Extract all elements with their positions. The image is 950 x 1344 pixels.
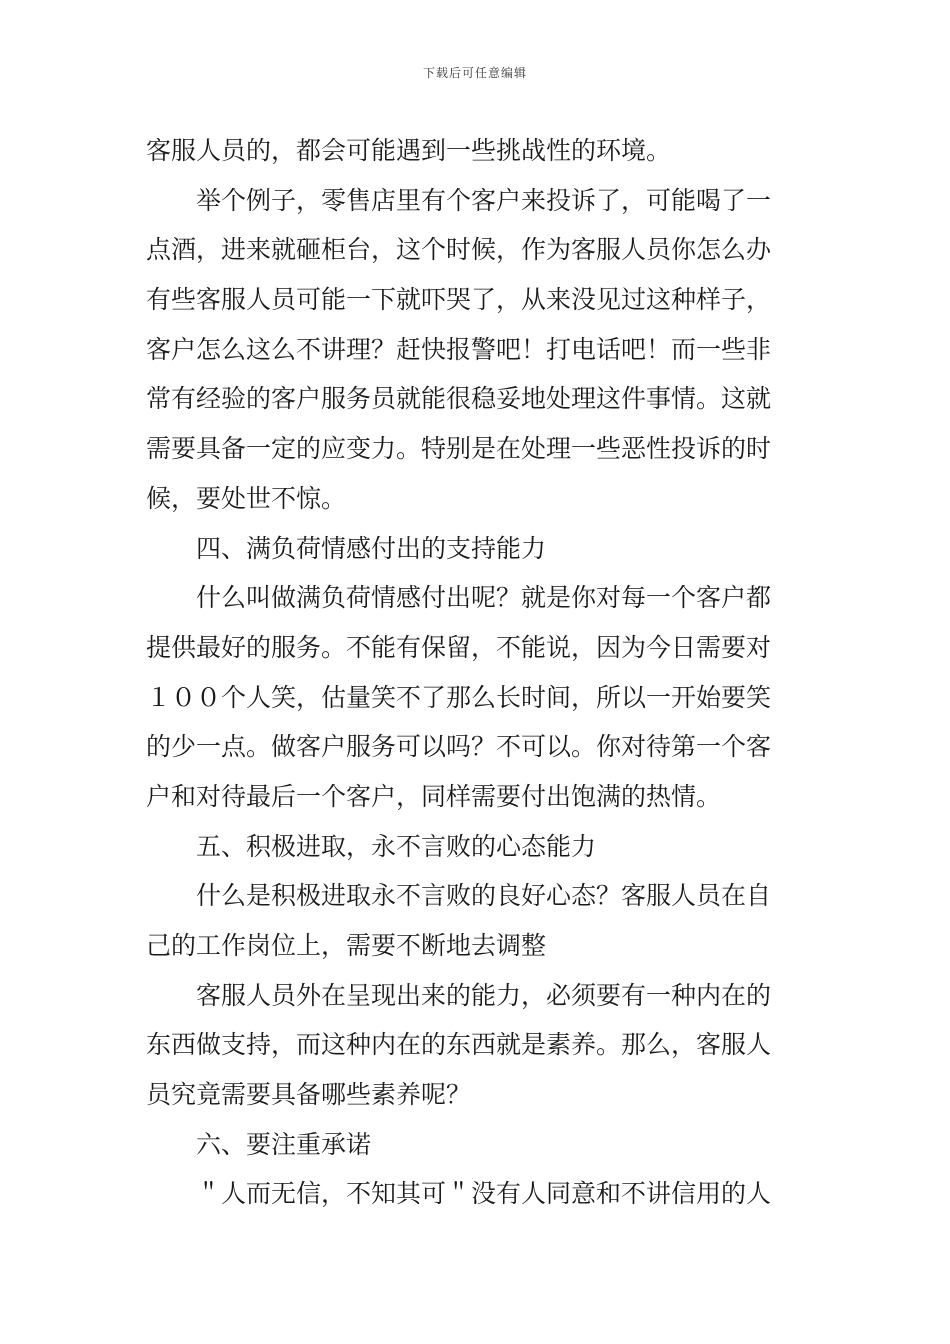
paragraph-first-line: 举个例子，零售店里有个客户来投诉了，可能喝了一 [196,185,772,215]
body-line: 客服人员的，都会可能遇到一些挑战性的环境。 [146,136,672,165]
body-line: 员究竟需要具备哪些素养呢？ [146,1080,472,1110]
document-body [146,126,808,1219]
body-line: 需要具备一定的应变力。特别是在处理一些恶性投诉的时 [146,434,772,464]
body-line: 有些客服人员可能一下就吓哭了，从来没见过这种样子， [146,285,772,315]
body-line: 常有经验的客户服务员就能很稳妥地处理这件事情。这就 [146,384,772,414]
body-line: 的少一点。做客户服务可以吗？不可以。你对待第一个客 [146,732,772,762]
paragraph-first-line: 什么是积极进取永不言败的良好心态？客服人员在自 [196,881,772,911]
body-line: 候，要处世不惊。 [146,483,347,513]
body-line: 己的工作岗位上，需要不断地去调整 [146,931,547,960]
page-header: 下载后可任意编辑 [422,66,527,80]
body-line: １００个人笑，估量笑不了那么长时间，所以一开始要笑 [146,682,772,712]
paragraph-first-line: 什么叫做满负荷情感付出呢？就是你对每一个客户都 [196,583,772,613]
body-line: 户和对待最后一个客户，同样需要付出饱满的热情。 [146,781,722,811]
section-heading: 四、满负荷情感付出的支持能力 [196,533,547,563]
paragraph-first-line: ＂人而无信，不知其可＂没有人同意和不讲信用的人 [196,1179,772,1209]
paragraph-first-line: 客服人员外在呈现出来的能力，必须要有一种内在的 [196,980,772,1010]
body-line: 提供最好的服务。不能有保留，不能说，因为今日需要对 [146,632,772,662]
section-heading: 五、积极进取，永不言败的心态能力 [196,831,597,861]
body-line: 点酒，进来就砸柜台，这个时候，作为客服人员你怎么办 [146,235,772,265]
section-heading: 六、要注重承诺 [196,1129,372,1159]
body-line: 客户怎么这么不讲理？赶快报警吧！打电话吧！而一些非 [146,334,772,364]
body-line: 东西做支持，而这种内在的东西就是素养。那么，客服人 [146,1030,772,1060]
